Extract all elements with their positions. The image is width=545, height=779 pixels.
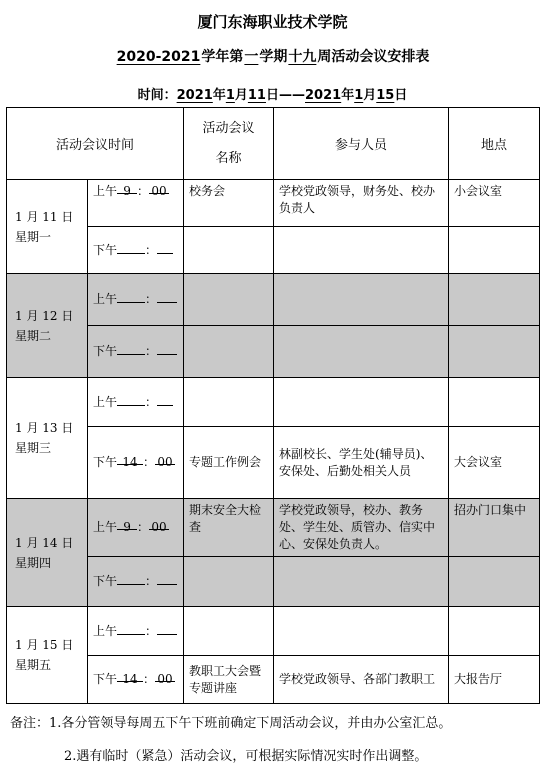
hour-blank [117,574,145,585]
event-people [274,378,449,427]
event-place: 大会议室 [449,427,540,499]
event-people [274,326,449,378]
start-month: 1 [225,88,235,103]
xueqi-label: 学期 [259,49,288,65]
hour-blank [117,344,145,355]
event-name: 专题工作例会 [184,427,274,499]
hour-blank [117,624,145,635]
event-name: 教职工大会暨专题讲座 [184,656,274,704]
schedule-table [6,107,540,704]
header-place: 地点 [449,108,540,180]
event-name [184,378,274,427]
event-place [449,378,540,427]
event-people: 学校党政领导，校办、教务处、学生处、质管办、信实中心、安保处负责人。 [274,499,449,557]
hour-blank: 9 [117,183,137,194]
term-number: 一 [244,49,259,65]
event-name: 校务会 [184,180,274,227]
header-name [184,108,274,180]
end-month: 1 [354,88,364,103]
table-row [7,180,540,227]
hour-blank [117,395,145,406]
time-cell: 上午 ： [88,274,184,326]
school-name: 厦门东海职业技术学院 [197,13,348,31]
table-row [7,378,540,427]
event-place [449,326,540,378]
hour-blank [117,243,145,254]
academic-year: 2020-2021 [116,49,201,65]
day-date: 1 月 11 日 [15,209,74,224]
ri-label: 日 [394,88,408,103]
nian-label: 年 [212,88,226,103]
event-people: 林副校长、学生处(辅导员)、安保处、后勤处相关人员 [274,427,449,499]
event-place: 小会议室 [449,180,540,227]
event-people [274,607,449,656]
day-cell [7,378,88,499]
day-cell [7,180,88,274]
week-number: 十九 [288,49,317,65]
table-row [7,274,540,326]
event-place [449,557,540,607]
time-cell: 上午 9 ： 00 [88,499,184,557]
period: 下午 [93,344,118,358]
ri-label: 日 [265,88,279,103]
time-cell: 下午 ： [88,326,184,378]
event-name [184,557,274,607]
start-day: 11 [247,88,266,103]
xuenian-label: 学年第 [201,49,244,65]
period: 下午 [93,455,118,469]
time-cell: 上午 ： [88,607,184,656]
day-date: 1 月 13 日 [15,421,74,435]
day-weekday: 星期二 [15,328,52,343]
day-date: 1 月 14 日 [15,535,74,550]
minute-blank [157,292,177,303]
hour-blank [117,292,145,303]
dash: —— [279,88,305,103]
header-name-line2: 名称 [215,150,242,166]
end-year: 2021 [305,88,342,103]
minute-blank [157,243,173,254]
period: 下午 [93,672,118,686]
event-people [274,274,449,326]
day-weekday: 星期四 [15,555,52,570]
day-cell [7,274,88,378]
title-suffix: 周活动会议安排表 [317,49,430,65]
minute-blank: 00 [155,671,175,682]
minute-blank [157,344,177,355]
event-place [449,607,540,656]
start-year: 2021 [176,88,213,103]
day-weekday: 星期五 [15,658,52,672]
minute-blank [157,624,177,635]
hour-blank: 9 [117,519,137,530]
day-cell [7,499,88,607]
event-people [274,227,449,274]
date-range [0,84,545,103]
note-line-2: 2.遇有临时（紧急）活动会议，可根据实际情况实时作出调整。 [64,749,428,764]
yue-label: 月 [363,88,377,103]
yue-label: 月 [234,88,248,103]
day-weekday: 星期一 [15,229,52,244]
day-date: 1 月 15 日 [15,638,74,652]
period: 上午 [93,292,118,306]
header-time: 活动会议时间 [7,108,184,180]
time-cell: 下午 14 ： 00 [88,656,184,704]
minute-blank [157,574,177,585]
time-cell: 下午 ： [88,227,184,274]
header-row [7,108,540,180]
period: 上午 [93,394,118,409]
event-place [449,274,540,326]
period: 下午 [93,242,118,257]
period: 下午 [93,574,118,588]
event-people: 学校党政领导、各部门教职工 [274,656,449,704]
time-cell: 下午 14 ： 00 [88,427,184,499]
end-day: 15 [376,88,395,103]
event-name [184,607,274,656]
minute-blank: 00 [149,519,169,530]
event-name [184,326,274,378]
time-cell: 上午 ： [88,378,184,427]
period: 上午 [93,623,118,638]
day-cell [7,607,88,704]
event-people: 学校党政领导，财务处、校办负责人 [274,180,449,227]
day-weekday: 星期三 [15,441,52,455]
event-place: 大报告厅 [449,656,540,704]
schedule-title [0,46,545,66]
event-place [449,227,540,274]
note-line-1: 备注：1.各分管领导每周五下午下班前确定下周活动会议，并由办公室汇总。 [10,716,452,731]
hour-blank: 14 [117,454,143,465]
date-label: 时间： [137,88,177,103]
time-cell: 上午 9 ： 00 [88,180,184,227]
header-name-line1: 活动会议 [202,120,255,136]
header-people: 参与人员 [274,108,449,180]
event-place: 招办门口集中 [449,499,540,557]
period: 上午 [93,520,118,534]
event-name [184,227,274,274]
minute-blank: 00 [149,183,169,194]
nian-label: 年 [341,88,355,103]
period: 上午 [93,184,118,198]
event-people [274,557,449,607]
event-name [184,274,274,326]
minute-blank: 00 [155,454,175,465]
table-row [7,607,540,656]
event-name: 期末安全大检查 [184,499,274,557]
minute-blank [157,395,173,406]
hour-blank: 14 [117,671,143,682]
day-date: 1 月 12 日 [15,308,74,323]
time-cell: 下午 ： [88,557,184,607]
table-row [7,499,540,557]
